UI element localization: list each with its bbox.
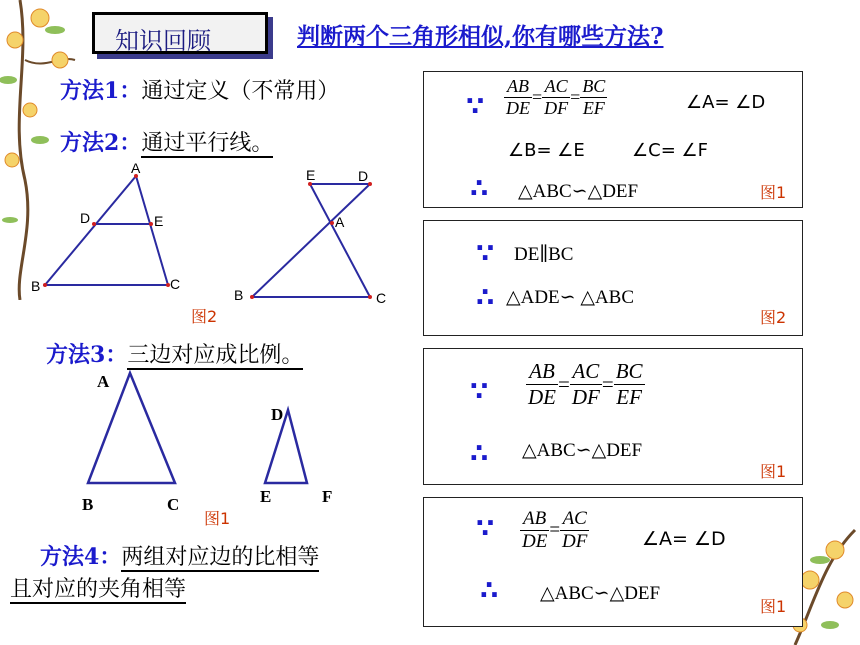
- method-4-text-line1: 两组对应边的比相等: [121, 545, 320, 570]
- method-4-text-line2: 且对应的夹角相等: [10, 577, 187, 602]
- figure-reference: 图1: [760, 462, 787, 481]
- label-e-fig3: E: [260, 487, 272, 506]
- fraction-ab-de: $\frac{AB}{DE}$: [506, 76, 530, 118]
- label-c2-fig2: C: [376, 290, 387, 306]
- section-badge-label: 知识回顾: [115, 27, 211, 55]
- fraction-ab-de: $\frac{AB}{DE}$: [522, 508, 548, 552]
- angle-a-equals-d: ∠A= ∠D: [642, 528, 726, 550]
- segment-ec: [310, 184, 370, 297]
- because-symbol: ∵: [476, 239, 495, 269]
- fraction-ac-df: $\frac{AC}{DF}$: [544, 76, 569, 118]
- proof-box-sas: [423, 497, 803, 627]
- figure-reference: 图2: [760, 308, 787, 327]
- fraction-ac-df: $\frac{AC}{DF}$: [562, 508, 588, 552]
- method-2-text: 通过平行线。: [141, 131, 274, 156]
- similarity-conclusion: △ABC∽△DEF: [518, 181, 639, 202]
- label-d-fig2: D: [80, 210, 91, 226]
- similarity-conclusion: △ABC∽△DEF: [522, 440, 643, 461]
- fraction-bc-ef: $\frac{BC}{EF}$: [582, 76, 606, 118]
- method-3: 方法3：三边对应成比例。: [46, 342, 304, 368]
- label-b2-fig2: B: [234, 287, 244, 303]
- label-c-fig3: C: [167, 495, 180, 514]
- method-4-number: 方法4: [40, 544, 100, 570]
- figure-reference: 图1: [760, 597, 787, 616]
- label-a-fig2: A: [131, 160, 141, 176]
- label-a-fig3: A: [97, 372, 110, 391]
- segment-db: [252, 184, 370, 297]
- ratio-equation: $\frac{AB}{DE}$ = $\frac{AC}{DF}$ = $\frac{BC}{EF}$: [528, 359, 643, 409]
- therefore-symbol: ∴: [470, 439, 489, 469]
- fraction-ab-de: $\frac{AB}{DE}$: [528, 359, 556, 409]
- angle-b-equals-e: ∠B= ∠E: [508, 140, 585, 161]
- therefore-symbol: ∴: [470, 174, 489, 204]
- label-d-fig3: D: [271, 405, 284, 424]
- fraction-bc-ef: $\frac{BC}{EF}$: [615, 359, 643, 409]
- label-c-fig2: C: [170, 276, 181, 292]
- label-f-fig3: F: [322, 487, 333, 506]
- method-1-text: 通过定义（不常用）: [141, 79, 340, 104]
- method-2-number: 方法2: [60, 130, 120, 156]
- figure-reference: 图1: [760, 183, 787, 202]
- proof-box-parallel: [423, 220, 803, 336]
- therefore-symbol: ∴: [476, 283, 495, 313]
- fraction-ac-df: $\frac{AC}{DF}$: [571, 359, 600, 409]
- method-4-line1: 方法4：两组对应边的比相等: [40, 544, 320, 570]
- method-1-number: 方法1: [60, 78, 120, 104]
- label-b-fig3: B: [82, 495, 94, 514]
- method-2: 方法2：通过平行线。: [60, 130, 274, 156]
- label-a2-fig2: A: [335, 214, 345, 230]
- figure-caption-fig2: 图2: [191, 307, 218, 326]
- because-symbol: ∵: [476, 514, 495, 544]
- figure-caption-fig3: 图1: [204, 509, 231, 528]
- label-e-fig2: E: [154, 213, 164, 229]
- triangle-abc-fig2: [45, 176, 168, 285]
- label-b-fig2: B: [31, 278, 41, 294]
- method-3-text: 三边对应成比例。: [127, 343, 304, 368]
- section-badge: [92, 12, 268, 54]
- proof-box-three-sides: [423, 348, 803, 485]
- angle-c-equals-f: ∠C= ∠F: [632, 140, 708, 161]
- page-question: 判断两个三角形相似,你有哪些方法?: [297, 23, 664, 50]
- method-4-line2: [10, 572, 186, 603]
- proof-box-definition: [423, 71, 803, 208]
- because-symbol: ∵: [470, 377, 489, 407]
- therefore-symbol: ∴: [480, 576, 499, 606]
- method-3-number: 方法3: [46, 342, 106, 368]
- figure-three-sides: [75, 365, 355, 515]
- similarity-conclusion: △ADE∽ △ABC: [506, 287, 635, 308]
- angle-a-equals-d: ∠A= ∠D: [686, 92, 766, 113]
- similarity-conclusion: △ABC∽△DEF: [540, 583, 661, 604]
- parallel-given: DE∥BC: [514, 244, 574, 265]
- ratio-equation: $\frac{AB}{DE}$ = $\frac{AC}{DF}$ = $\frac{BC}{EF}$: [506, 76, 606, 118]
- because-symbol: ∵: [466, 92, 485, 122]
- label-e2-fig2: E: [306, 167, 316, 183]
- label-d2-fig2: D: [358, 168, 369, 184]
- ratio-equation: $\frac{AB}{DE}$ = $\frac{AC}{DF}$: [522, 508, 588, 552]
- method-1: 方法1：通过定义（不常用）: [60, 78, 340, 104]
